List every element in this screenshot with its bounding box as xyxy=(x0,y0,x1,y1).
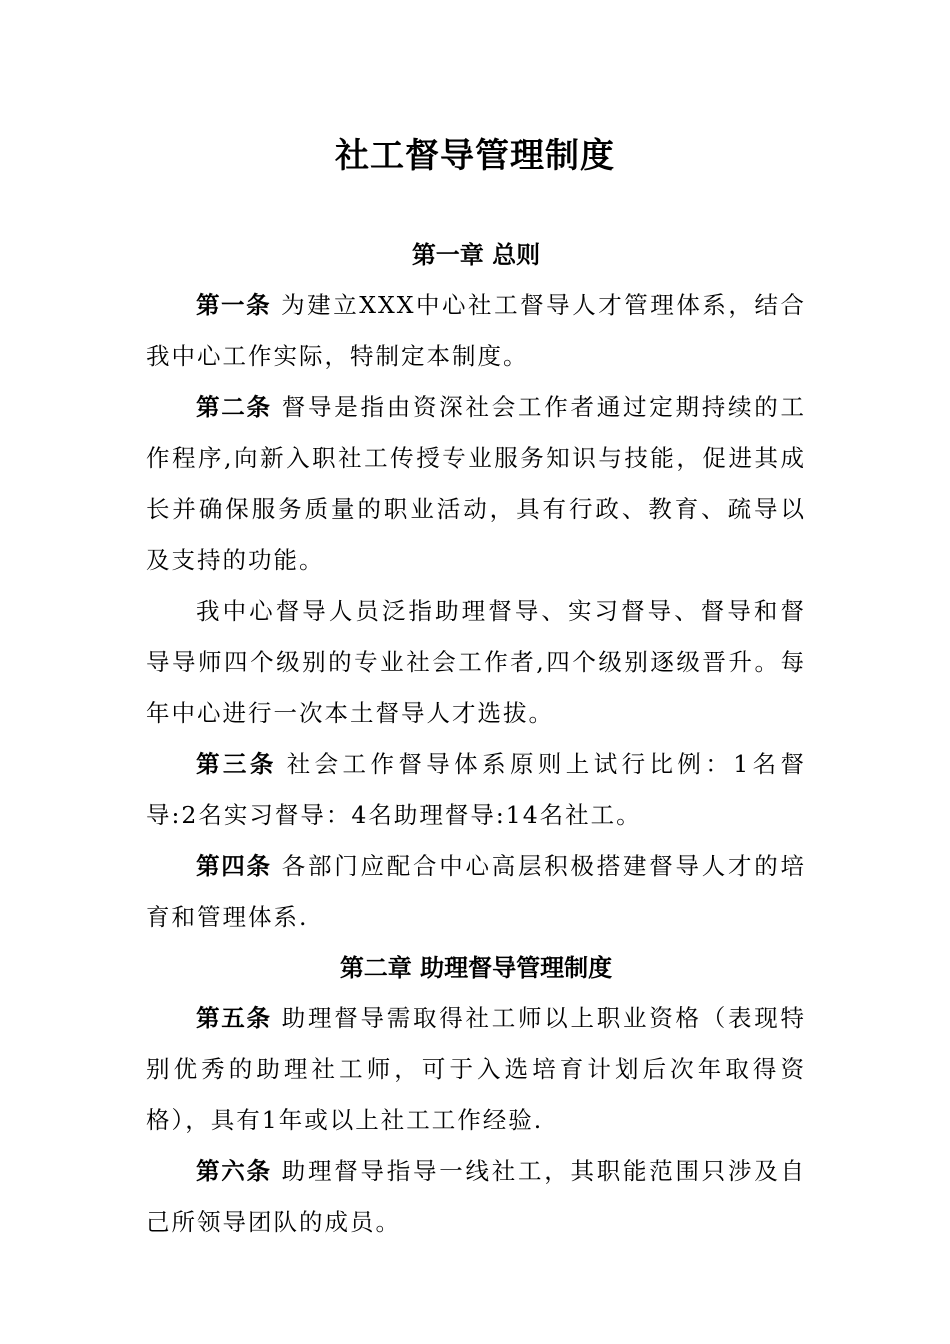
article-1-label: 第一条 xyxy=(196,291,272,319)
chapter-heading-1: 第一章 总则 xyxy=(411,241,541,269)
article-2-continued xyxy=(146,586,806,739)
article-1-text: 为建立XXX中心社工督导人才管理体系，结合我中心工作实际，特制定本制度。 xyxy=(146,291,806,370)
article-6-label: 第六条 xyxy=(196,1157,272,1185)
article-4 xyxy=(146,841,806,943)
article-6 xyxy=(146,1146,806,1248)
article-5-label: 第五条 xyxy=(196,1004,272,1032)
article-4-text: 各部门应配合中心高层积极搭建督导人才的培育和管理体系. xyxy=(146,852,806,931)
article-2 xyxy=(146,382,806,586)
article-2-text: 督导是指由资深社会工作者通过定期持续的工作程序,向新入职社工传授专业服务知识与技能，促进其成长并确保服务质量的职业活动，具有行政、教育、疏导以及支持的功能。 xyxy=(146,393,806,574)
document-body xyxy=(146,230,806,1248)
article-6-text: 助理督导指导一线社工，其职能范围只涉及自己所领导团队的成员。 xyxy=(146,1157,806,1236)
document-title: 社工督导管理制度 xyxy=(335,136,615,176)
article-3 xyxy=(146,739,806,841)
article-5 xyxy=(146,993,806,1146)
article-2-continued-text: 我中心督导人员泛指助理督导、实习督导、督导和督导导师四个级别的专业社会工作者,四个级别逐级晋升。每年中心进行一次本土督导人才选拔。 xyxy=(146,597,806,727)
article-4-label: 第四条 xyxy=(196,852,272,880)
article-5-text: 助理督导需取得社工师以上职业资格（表现特别优秀的助理社工师，可于入选培育计划后次年取得资格），具有1年或以上社工工作经验. xyxy=(146,1004,806,1134)
article-3-label: 第三条 xyxy=(196,750,277,778)
article-1 xyxy=(146,280,806,382)
article-3-text: 社会工作督导体系原则上试行比例：1名督导:2名实习督导：4名助理督导:14名社工。 xyxy=(146,750,807,829)
article-2-label: 第二条 xyxy=(196,393,272,421)
chapter-heading-2: 第二章 助理督导管理制度 xyxy=(339,954,613,982)
